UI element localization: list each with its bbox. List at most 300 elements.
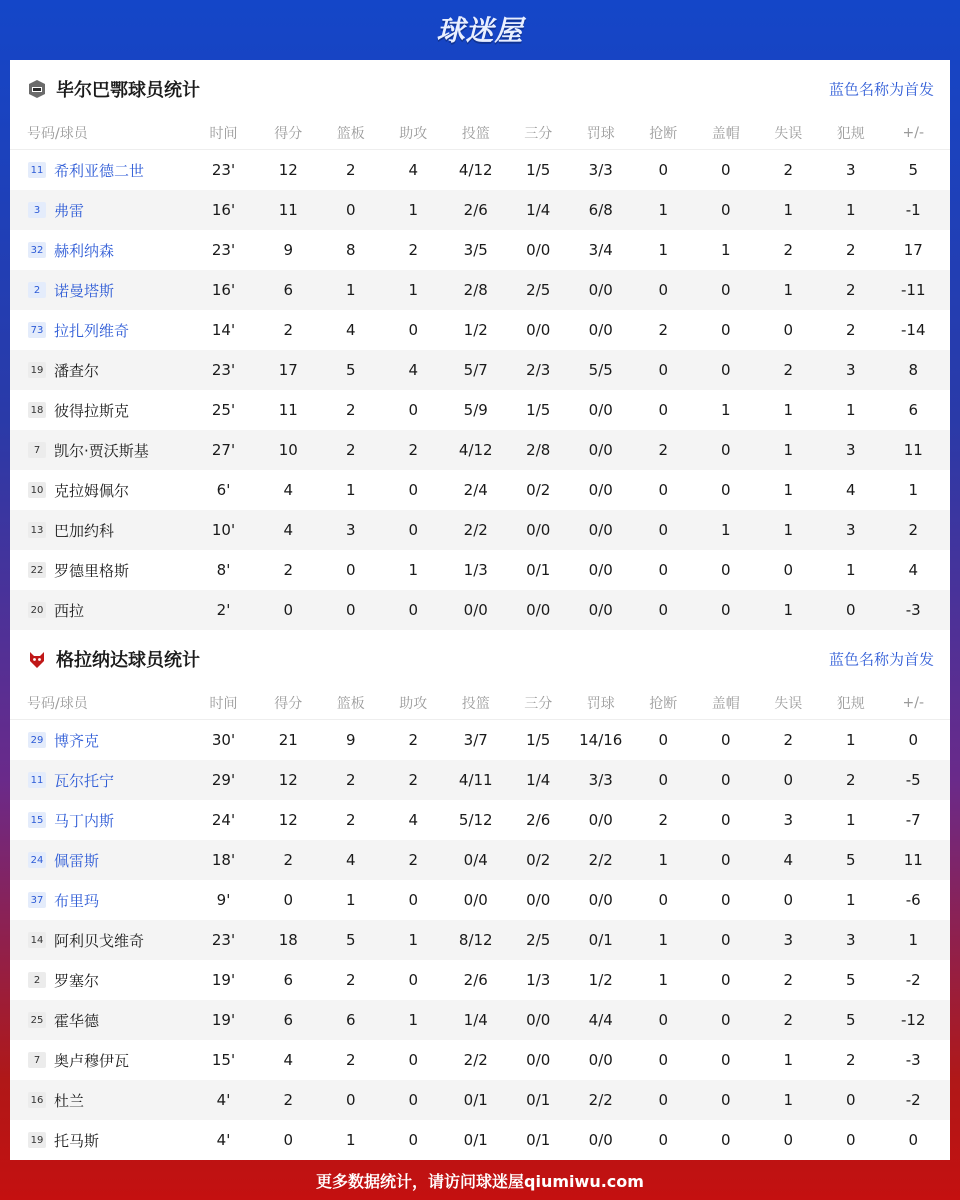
player-cell bbox=[10, 970, 190, 991]
stat-plus-minus: -12 bbox=[901, 1011, 926, 1029]
jersey-number-badge: 11 bbox=[28, 772, 46, 788]
jersey-number-badge: 7 bbox=[28, 442, 46, 458]
stat-fg: 5/12 bbox=[458, 811, 493, 829]
column-header-points: 得分 bbox=[274, 126, 303, 142]
stat-minutes: 23' bbox=[211, 361, 236, 379]
stat-assists: 4 bbox=[408, 361, 419, 379]
stat-fouls: 2 bbox=[845, 321, 856, 339]
column-header-steals: 抢断 bbox=[649, 696, 678, 712]
stat-points: 0 bbox=[283, 1131, 294, 1149]
stat-assists: 0 bbox=[408, 1131, 419, 1149]
stat-plus-minus: -11 bbox=[901, 281, 926, 299]
column-header-ft: 罚球 bbox=[586, 696, 615, 712]
stat-points: 18 bbox=[278, 931, 298, 949]
stat-fouls: 5 bbox=[845, 1011, 856, 1029]
stat-points: 2 bbox=[283, 851, 294, 869]
column-header-ft: 罚球 bbox=[586, 126, 615, 142]
stat-turnovers: 1 bbox=[783, 441, 794, 459]
stat-three: 1/5 bbox=[526, 161, 551, 179]
stat-ft: 0/0 bbox=[588, 401, 613, 419]
player-name: 凯尔·贾沃斯基 bbox=[54, 441, 149, 460]
stat-assists: 2 bbox=[408, 731, 419, 749]
stat-turnovers: 0 bbox=[783, 561, 794, 579]
stat-blocks: 0 bbox=[720, 1091, 731, 1109]
stat-steals: 1 bbox=[658, 201, 669, 219]
stat-rebounds: 6 bbox=[345, 1011, 356, 1029]
stat-rebounds: 1 bbox=[345, 891, 356, 909]
stat-turnovers: 1 bbox=[783, 1091, 794, 1109]
stat-three: 0/0 bbox=[526, 321, 551, 339]
player-name[interactable]: 拉扎列维奇 bbox=[54, 321, 130, 340]
stat-rebounds: 2 bbox=[345, 161, 356, 179]
bilbao-logo-icon bbox=[26, 78, 48, 100]
stat-three: 0/0 bbox=[526, 891, 551, 909]
stat-minutes: 24' bbox=[211, 811, 236, 829]
stat-fouls: 5 bbox=[845, 971, 856, 989]
stat-fouls: 3 bbox=[845, 161, 856, 179]
player-row bbox=[10, 350, 950, 390]
stat-ft: 0/0 bbox=[588, 521, 613, 539]
stat-rebounds: 5 bbox=[345, 361, 356, 379]
stat-three: 2/3 bbox=[526, 361, 551, 379]
stat-points: 4 bbox=[283, 521, 294, 539]
stat-three: 0/0 bbox=[526, 601, 551, 619]
stat-ft: 2/2 bbox=[588, 1091, 613, 1109]
stat-three: 0/0 bbox=[526, 521, 551, 539]
stat-plus-minus: -1 bbox=[905, 201, 921, 219]
stat-blocks: 0 bbox=[720, 851, 731, 869]
stat-blocks: 0 bbox=[720, 1011, 731, 1029]
player-name: 奥卢穆伊瓦 bbox=[54, 1051, 130, 1070]
stat-three: 1/5 bbox=[526, 401, 551, 419]
brand-logo-text: 球迷屋 bbox=[436, 14, 524, 47]
stat-ft: 0/0 bbox=[588, 891, 613, 909]
column-header-fg: 投篮 bbox=[461, 696, 490, 712]
stat-assists: 0 bbox=[408, 521, 419, 539]
stat-rebounds: 4 bbox=[345, 851, 356, 869]
stat-fg: 4/12 bbox=[458, 441, 493, 459]
column-header-minutes: 时间 bbox=[209, 696, 238, 712]
stat-turnovers: 1 bbox=[783, 1051, 794, 1069]
player-name: 罗德里格斯 bbox=[54, 561, 130, 580]
stat-rebounds: 1 bbox=[345, 281, 356, 299]
stat-turnovers: 1 bbox=[783, 281, 794, 299]
stat-blocks: 0 bbox=[720, 771, 731, 789]
stat-rebounds: 2 bbox=[345, 441, 356, 459]
granada-logo-icon bbox=[26, 648, 48, 670]
stat-blocks: 0 bbox=[720, 481, 731, 499]
footer-banner bbox=[0, 1160, 960, 1200]
stat-plus-minus: 6 bbox=[908, 401, 919, 419]
player-name[interactable]: 博齐克 bbox=[54, 731, 100, 750]
column-header-player: 号码/球员 bbox=[27, 696, 88, 712]
stat-points: 2 bbox=[283, 321, 294, 339]
jersey-number-badge: 29 bbox=[28, 732, 46, 748]
stat-points: 10 bbox=[278, 441, 298, 459]
player-name: 彼得拉斯克 bbox=[54, 401, 130, 420]
player-row bbox=[10, 230, 950, 270]
stat-turnovers: 2 bbox=[783, 161, 794, 179]
stat-steals: 0 bbox=[658, 361, 669, 379]
player-name[interactable]: 佩雷斯 bbox=[54, 851, 100, 870]
stat-points: 12 bbox=[278, 771, 298, 789]
stat-assists: 2 bbox=[408, 441, 419, 459]
stat-blocks: 1 bbox=[720, 401, 731, 419]
player-row bbox=[10, 270, 950, 310]
stat-fg: 1/2 bbox=[463, 321, 488, 339]
player-cell bbox=[10, 160, 190, 181]
stat-turnovers: 1 bbox=[783, 521, 794, 539]
stat-fg: 5/9 bbox=[463, 401, 488, 419]
stat-blocks: 0 bbox=[720, 811, 731, 829]
team-header bbox=[10, 630, 950, 687]
player-row bbox=[10, 1040, 950, 1080]
stat-plus-minus: -5 bbox=[905, 771, 921, 789]
stat-fg: 0/1 bbox=[463, 1091, 488, 1109]
player-row bbox=[10, 510, 950, 550]
stat-fouls: 1 bbox=[845, 561, 856, 579]
stat-rebounds: 4 bbox=[345, 321, 356, 339]
stat-fg: 0/0 bbox=[463, 601, 488, 619]
stat-points: 9 bbox=[283, 241, 294, 259]
column-header-fouls: 犯规 bbox=[836, 126, 865, 142]
jersey-number-badge: 2 bbox=[28, 972, 46, 988]
stat-ft: 0/0 bbox=[588, 811, 613, 829]
player-row bbox=[10, 430, 950, 470]
player-name[interactable]: 赫利纳森 bbox=[54, 241, 115, 260]
stat-steals: 1 bbox=[658, 971, 669, 989]
player-cell bbox=[10, 200, 190, 221]
stat-fouls: 2 bbox=[845, 771, 856, 789]
stat-rebounds: 3 bbox=[345, 521, 356, 539]
stat-steals: 0 bbox=[658, 1011, 669, 1029]
stat-rebounds: 2 bbox=[345, 771, 356, 789]
stat-fg: 2/6 bbox=[463, 971, 488, 989]
stat-assists: 0 bbox=[408, 891, 419, 909]
stat-rebounds: 9 bbox=[345, 731, 356, 749]
stat-plus-minus: 5 bbox=[908, 161, 919, 179]
stat-three: 1/3 bbox=[526, 971, 551, 989]
player-row bbox=[10, 920, 950, 960]
stat-fouls: 1 bbox=[845, 811, 856, 829]
starter-legend-note: 蓝色名称为首发 bbox=[828, 650, 934, 668]
player-cell bbox=[10, 440, 190, 461]
stat-blocks: 0 bbox=[720, 601, 731, 619]
player-cell bbox=[10, 600, 190, 621]
stat-minutes: 6' bbox=[216, 481, 231, 499]
player-row bbox=[10, 720, 950, 760]
column-header-row bbox=[10, 117, 950, 150]
stat-minutes: 25' bbox=[211, 401, 236, 419]
stat-fouls: 1 bbox=[845, 731, 856, 749]
player-name[interactable]: 诺曼塔斯 bbox=[54, 281, 115, 300]
stat-steals: 0 bbox=[658, 891, 669, 909]
jersey-number-badge: 15 bbox=[28, 812, 46, 828]
jersey-number-badge: 18 bbox=[28, 402, 46, 418]
stat-fouls: 1 bbox=[845, 201, 856, 219]
stat-rebounds: 2 bbox=[345, 971, 356, 989]
stat-rebounds: 1 bbox=[345, 481, 356, 499]
stat-plus-minus: -6 bbox=[905, 891, 921, 909]
player-cell bbox=[10, 560, 190, 581]
stat-rebounds: 2 bbox=[345, 811, 356, 829]
stat-fouls: 5 bbox=[845, 851, 856, 869]
stat-rebounds: 1 bbox=[345, 1131, 356, 1149]
stat-fg: 5/7 bbox=[463, 361, 488, 379]
player-name[interactable]: 瓦尔托宁 bbox=[54, 771, 115, 790]
player-name: 巴加约科 bbox=[54, 521, 115, 540]
column-header-rebounds: 篮板 bbox=[336, 696, 365, 712]
stat-points: 4 bbox=[283, 481, 294, 499]
stat-ft: 14/16 bbox=[579, 731, 623, 749]
stat-fg: 0/0 bbox=[463, 891, 488, 909]
player-row bbox=[10, 190, 950, 230]
player-row bbox=[10, 1080, 950, 1120]
stat-turnovers: 0 bbox=[783, 321, 794, 339]
stat-fg: 4/12 bbox=[458, 161, 493, 179]
stat-points: 11 bbox=[278, 201, 298, 219]
stat-three: 2/5 bbox=[526, 931, 551, 949]
column-header-fouls: 犯规 bbox=[836, 696, 865, 712]
stat-turnovers: 2 bbox=[783, 361, 794, 379]
stat-three: 0/0 bbox=[526, 1051, 551, 1069]
stat-minutes: 8' bbox=[216, 561, 231, 579]
stat-fouls: 0 bbox=[845, 1091, 856, 1109]
jersey-number-badge: 37 bbox=[28, 892, 46, 908]
stat-ft: 4/4 bbox=[588, 1011, 613, 1029]
player-name: 杜兰 bbox=[54, 1091, 85, 1110]
stat-plus-minus: 11 bbox=[903, 441, 923, 459]
stat-fg: 2/8 bbox=[463, 281, 488, 299]
stat-turnovers: 4 bbox=[783, 851, 794, 869]
stat-assists: 0 bbox=[408, 1091, 419, 1109]
stat-steals: 0 bbox=[658, 771, 669, 789]
column-header-row bbox=[10, 687, 950, 720]
stat-assists: 2 bbox=[408, 771, 419, 789]
stat-points: 2 bbox=[283, 561, 294, 579]
player-cell bbox=[10, 320, 190, 341]
player-row bbox=[10, 760, 950, 800]
jersey-number-badge: 7 bbox=[28, 1052, 46, 1068]
player-cell bbox=[10, 520, 190, 541]
stat-assists: 1 bbox=[408, 931, 419, 949]
player-cell bbox=[10, 1010, 190, 1031]
stat-assists: 0 bbox=[408, 401, 419, 419]
player-row bbox=[10, 470, 950, 510]
starter-legend-note: 蓝色名称为首发 bbox=[828, 80, 934, 98]
stat-assists: 4 bbox=[408, 161, 419, 179]
column-header-plus-minus: +/- bbox=[902, 695, 924, 711]
stat-points: 6 bbox=[283, 971, 294, 989]
player-cell bbox=[10, 810, 190, 831]
stat-rebounds: 5 bbox=[345, 931, 356, 949]
jersey-number-badge: 10 bbox=[28, 482, 46, 498]
team-section bbox=[10, 630, 950, 1160]
team-title: 格拉纳达球员统计 bbox=[56, 649, 200, 671]
column-header-blocks: 盖帽 bbox=[711, 696, 740, 712]
stat-minutes: 29' bbox=[211, 771, 236, 789]
column-header-points: 得分 bbox=[274, 696, 303, 712]
stat-three: 1/5 bbox=[526, 731, 551, 749]
stat-minutes: 2' bbox=[216, 601, 231, 619]
stat-plus-minus: -3 bbox=[905, 1051, 921, 1069]
stat-assists: 0 bbox=[408, 601, 419, 619]
stat-plus-minus: -2 bbox=[905, 971, 921, 989]
stat-plus-minus: -14 bbox=[901, 321, 926, 339]
stat-assists: 2 bbox=[408, 241, 419, 259]
stat-three: 0/0 bbox=[526, 241, 551, 259]
player-row bbox=[10, 1000, 950, 1040]
column-header-plus-minus: +/- bbox=[902, 125, 924, 141]
player-row bbox=[10, 1120, 950, 1160]
stat-ft: 0/0 bbox=[588, 1131, 613, 1149]
column-header-three: 三分 bbox=[524, 696, 553, 712]
player-name[interactable]: 希利亚德二世 bbox=[54, 161, 145, 180]
stat-blocks: 0 bbox=[720, 321, 731, 339]
stat-assists: 1 bbox=[408, 561, 419, 579]
stat-assists: 0 bbox=[408, 1051, 419, 1069]
stat-minutes: 23' bbox=[211, 931, 236, 949]
jersey-number-badge: 2 bbox=[28, 282, 46, 298]
stat-assists: 1 bbox=[408, 281, 419, 299]
stat-ft: 5/5 bbox=[588, 361, 613, 379]
team-header bbox=[10, 60, 950, 117]
jersey-number-badge: 20 bbox=[28, 602, 46, 618]
stat-turnovers: 1 bbox=[783, 201, 794, 219]
stat-steals: 2 bbox=[658, 441, 669, 459]
stat-three: 0/1 bbox=[526, 1091, 551, 1109]
stat-ft: 3/3 bbox=[588, 771, 613, 789]
stat-steals: 0 bbox=[658, 401, 669, 419]
stat-fouls: 2 bbox=[845, 241, 856, 259]
column-header-assists: 助攻 bbox=[399, 696, 428, 712]
stat-ft: 0/1 bbox=[588, 931, 613, 949]
stat-steals: 0 bbox=[658, 1051, 669, 1069]
brand-header bbox=[0, 0, 960, 58]
stat-minutes: 9' bbox=[216, 891, 231, 909]
stat-minutes: 14' bbox=[211, 321, 236, 339]
stat-plus-minus: -7 bbox=[905, 811, 921, 829]
column-header-blocks: 盖帽 bbox=[711, 126, 740, 142]
stat-minutes: 16' bbox=[211, 201, 236, 219]
stat-fouls: 1 bbox=[845, 401, 856, 419]
stat-turnovers: 1 bbox=[783, 601, 794, 619]
stat-minutes: 16' bbox=[211, 281, 236, 299]
stat-plus-minus: 2 bbox=[908, 521, 919, 539]
stat-blocks: 0 bbox=[720, 931, 731, 949]
player-row bbox=[10, 310, 950, 350]
player-name[interactable]: 弗雷 bbox=[54, 201, 85, 220]
stat-ft: 0/0 bbox=[588, 441, 613, 459]
stat-plus-minus: 17 bbox=[903, 241, 923, 259]
jersey-number-badge: 25 bbox=[28, 1012, 46, 1028]
stat-steals: 0 bbox=[658, 561, 669, 579]
jersey-number-badge: 19 bbox=[28, 362, 46, 378]
stat-ft: 0/0 bbox=[588, 321, 613, 339]
stat-steals: 2 bbox=[658, 321, 669, 339]
stat-ft: 0/0 bbox=[588, 281, 613, 299]
stat-blocks: 0 bbox=[720, 971, 731, 989]
stat-blocks: 0 bbox=[720, 891, 731, 909]
jersey-number-badge: 32 bbox=[28, 242, 46, 258]
stat-three: 0/2 bbox=[526, 481, 551, 499]
stat-three: 2/5 bbox=[526, 281, 551, 299]
jersey-number-badge: 22 bbox=[28, 562, 46, 578]
stat-fg: 3/5 bbox=[463, 241, 488, 259]
stat-minutes: 4' bbox=[216, 1091, 231, 1109]
stat-turnovers: 3 bbox=[783, 931, 794, 949]
stat-three: 1/4 bbox=[526, 201, 551, 219]
stat-points: 6 bbox=[283, 281, 294, 299]
stat-three: 0/2 bbox=[526, 851, 551, 869]
stat-fouls: 0 bbox=[845, 601, 856, 619]
stat-minutes: 19' bbox=[211, 1011, 236, 1029]
column-header-rebounds: 篮板 bbox=[336, 126, 365, 142]
stat-fg: 2/4 bbox=[463, 481, 488, 499]
stat-turnovers: 2 bbox=[783, 731, 794, 749]
player-cell bbox=[10, 1130, 190, 1151]
stat-fouls: 3 bbox=[845, 931, 856, 949]
stat-blocks: 0 bbox=[720, 201, 731, 219]
stat-ft: 3/4 bbox=[588, 241, 613, 259]
player-name[interactable]: 布里玛 bbox=[54, 891, 100, 910]
player-name: 罗塞尔 bbox=[54, 971, 100, 990]
stat-blocks: 0 bbox=[720, 1051, 731, 1069]
stat-ft: 0/0 bbox=[588, 561, 613, 579]
stat-fg: 4/11 bbox=[458, 771, 493, 789]
player-cell bbox=[10, 360, 190, 381]
stat-minutes: 4' bbox=[216, 1131, 231, 1149]
stat-steals: 0 bbox=[658, 161, 669, 179]
player-name[interactable]: 马丁内斯 bbox=[54, 811, 115, 830]
stat-rebounds: 2 bbox=[345, 401, 356, 419]
player-cell bbox=[10, 930, 190, 951]
stat-blocks: 0 bbox=[720, 441, 731, 459]
stat-steals: 1 bbox=[658, 241, 669, 259]
stat-assists: 1 bbox=[408, 201, 419, 219]
stat-plus-minus: -3 bbox=[905, 601, 921, 619]
stat-minutes: 18' bbox=[211, 851, 236, 869]
stat-points: 6 bbox=[283, 1011, 294, 1029]
stat-turnovers: 3 bbox=[783, 811, 794, 829]
stat-turnovers: 1 bbox=[783, 401, 794, 419]
stat-ft: 0/0 bbox=[588, 1051, 613, 1069]
player-cell bbox=[10, 400, 190, 421]
stat-turnovers: 0 bbox=[783, 1131, 794, 1149]
player-cell bbox=[10, 1050, 190, 1071]
player-cell bbox=[10, 1090, 190, 1111]
team-title: 毕尔巴鄂球员统计 bbox=[56, 79, 200, 101]
column-header-minutes: 时间 bbox=[209, 126, 238, 142]
stat-plus-minus: 0 bbox=[908, 731, 919, 749]
stat-three: 2/6 bbox=[526, 811, 551, 829]
stat-rebounds: 0 bbox=[345, 601, 356, 619]
stat-turnovers: 2 bbox=[783, 1011, 794, 1029]
stat-blocks: 0 bbox=[720, 161, 731, 179]
stat-ft: 3/3 bbox=[588, 161, 613, 179]
stat-blocks: 0 bbox=[720, 731, 731, 749]
stat-ft: 1/2 bbox=[588, 971, 613, 989]
stat-ft: 0/0 bbox=[588, 481, 613, 499]
stat-steals: 0 bbox=[658, 1091, 669, 1109]
stat-fouls: 2 bbox=[845, 1051, 856, 1069]
player-row bbox=[10, 880, 950, 920]
stat-rebounds: 8 bbox=[345, 241, 356, 259]
stat-minutes: 23' bbox=[211, 161, 236, 179]
stat-steals: 2 bbox=[658, 811, 669, 829]
stat-rebounds: 0 bbox=[345, 1091, 356, 1109]
stat-blocks: 0 bbox=[720, 1131, 731, 1149]
